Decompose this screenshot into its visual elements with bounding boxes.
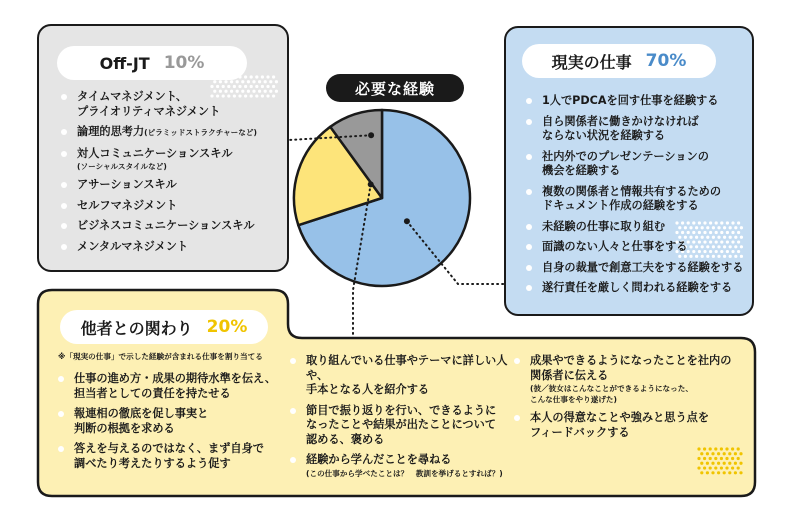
list-item-text: 自身の裁量で創意工夫をする経験をする bbox=[542, 260, 744, 274]
list-item-text: メンタルマネジメント bbox=[77, 239, 189, 253]
list-item-text: タイムマネジメント、 プライオリティマネジメント bbox=[77, 90, 221, 118]
list-item-text: ビジネスコミュニケーションスキル bbox=[77, 219, 255, 232]
offjt-pct: 10% bbox=[163, 53, 205, 73]
list-item-text: 1人でPDCAを回す仕事を経験する bbox=[542, 94, 719, 107]
list-item-text: 対人コミュニケーションスキル bbox=[77, 146, 233, 160]
offjt-label: Off-JT bbox=[99, 53, 150, 73]
list-item-text: 本人の得意なことや強みと思う点を フィードバックする bbox=[530, 411, 710, 439]
list-item-text: 社内外でのプレゼンテーションの 機会を経験する bbox=[542, 149, 709, 177]
list-item-note: (この仕事から学べたことは？ 教訓を挙げるとすれば？) bbox=[306, 468, 503, 478]
list-item-text: 複数の関係者と情報共有するための ドキュメント作成の経験をする bbox=[542, 184, 722, 212]
list-item-text: 自ら関係者に働きかけなければ ならない状況を経験する bbox=[542, 114, 699, 142]
real-pct: 70% bbox=[645, 51, 687, 71]
others-label: 他者との関わり bbox=[80, 318, 193, 338]
list-item-text: 面識のない人々と仕事をする bbox=[542, 240, 688, 253]
list-item-text: 遂行責任を厳しく問われる経験をする bbox=[542, 281, 733, 294]
list-item-text: 論理的思考力 bbox=[77, 125, 145, 138]
list-item-text: アサーションスキル bbox=[77, 178, 177, 191]
list-item-text: 仕事の進め方・成果の期待水準を伝え、 担当者としての責任を持たせる bbox=[74, 372, 277, 400]
list-item-text: セルフマネジメント bbox=[77, 198, 178, 212]
chart-title: 必要な経験 bbox=[326, 74, 464, 102]
list-item-note: (ピラミッドストラクチャーなど) bbox=[144, 128, 257, 137]
list-item-text: 答えを与えるのではなく、まず自身で 調べたり考えたりするよう促す bbox=[74, 442, 264, 470]
list-item-note: (ソーシャルスタイルなど) bbox=[77, 162, 167, 171]
list-item-text: 取り組んでいる仕事やテーマに詳しい人や、 手本となる人を紹介する bbox=[306, 354, 508, 396]
list-item-text: 未経験の仕事に取り組む bbox=[542, 219, 666, 233]
others-note: ※「現実の仕事」で示した経験が含まれる仕事を割り当てる bbox=[58, 352, 263, 361]
list-item-text: 成果やできるようになったことを社内の 関係者に伝える bbox=[530, 354, 732, 382]
others-pct: 20% bbox=[206, 317, 248, 337]
list-item-text: 節目で振り返りを行い、できるように なったことや結果が出たことについて 認める、褒める bbox=[306, 403, 497, 446]
list-item-text: 経験から学んだことを尋ねる bbox=[306, 453, 452, 466]
list-item-note: (彼／彼女はこんなことができるようになった、 こんな仕事をやり遂げた) bbox=[530, 384, 693, 404]
real-label: 現実の仕事 bbox=[551, 52, 632, 72]
list-item-text: 報連相の徹底を促し事実と 判断の根拠を求める bbox=[74, 407, 209, 435]
